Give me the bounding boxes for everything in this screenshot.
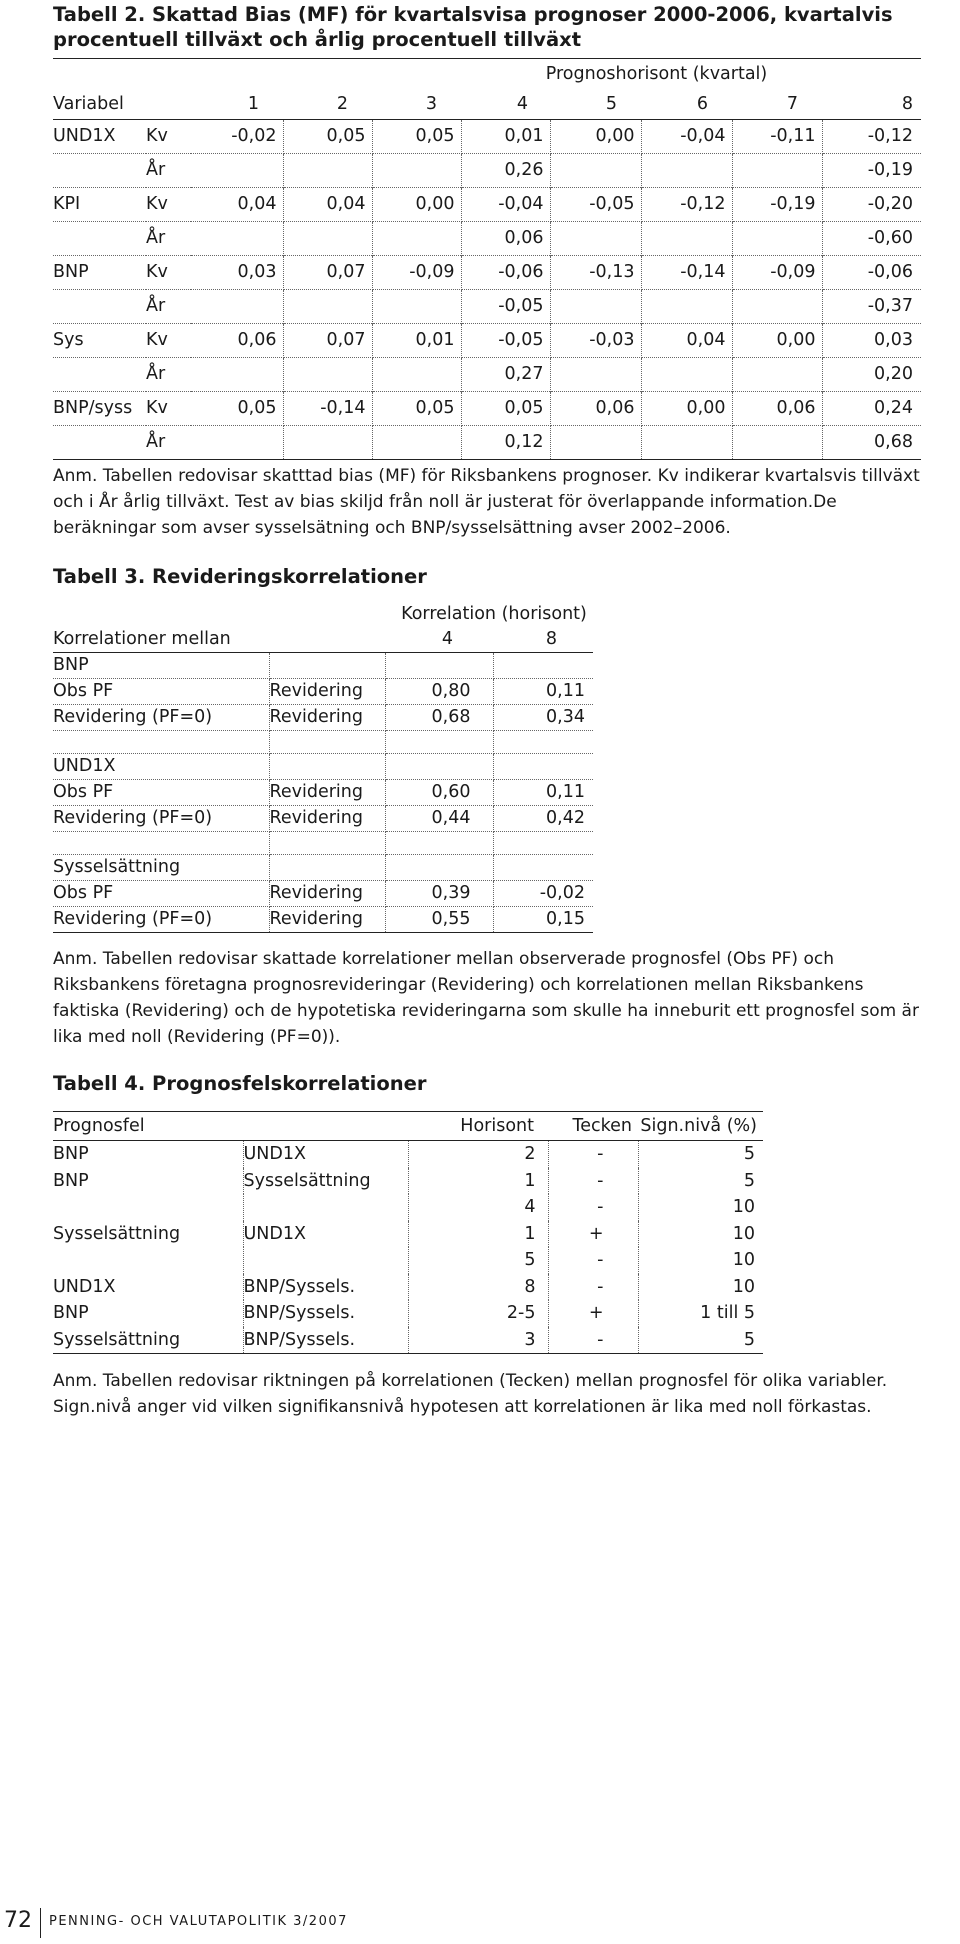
row-ar-label: År (146, 426, 191, 460)
row-ar-label: År (146, 296, 166, 316)
cell: Obs PF (53, 679, 269, 705)
cell: Revidering (PF=0) (53, 705, 269, 731)
cell: -0,09 (732, 256, 822, 290)
cell: 0,44 (385, 806, 493, 832)
table-row (53, 679, 593, 705)
cell: -0,20 (822, 188, 921, 222)
row-kv-label: Kv (146, 120, 191, 154)
cell: BNP/Syssels. (243, 1274, 408, 1301)
row-ar-label: År (146, 228, 166, 248)
cell: 0,12 (461, 426, 550, 460)
cell: 0,11 (493, 679, 593, 705)
table-row (53, 1168, 763, 1195)
cell: -0,14 (283, 392, 372, 426)
cell: 1 (408, 1221, 548, 1248)
table4 (53, 1111, 763, 1354)
table-row (53, 392, 921, 426)
cell: 0,60 (385, 780, 493, 806)
cell: 3 (408, 1327, 548, 1354)
table2-horizon-7: 7 (732, 89, 822, 120)
cell: -0,05 (550, 188, 641, 222)
cell: BNP/Syssels. (243, 1327, 408, 1354)
cell: 0,24 (822, 392, 921, 426)
table4-note: Anm. Tabellen redovisar riktningen på korrelationen (Tecken) mellan prognosfel för olika variabler. Sign.nivå anger vid vilken signifikansnivå hypotesen att korrelationen är lika med noll förkastas. (53, 1371, 888, 1417)
cell: 0,01 (372, 324, 461, 358)
table-row (53, 806, 593, 832)
cell: UND1X (53, 1274, 243, 1301)
cell: BNP (53, 1168, 243, 1195)
cell: BNP/Syssels. (243, 1300, 408, 1327)
cell: -0,12 (822, 120, 921, 154)
cell: 0,68 (822, 426, 921, 460)
cell: 0,03 (822, 324, 921, 358)
cell: Obs PF (53, 881, 269, 907)
cell: 0,04 (641, 324, 732, 358)
cell: 0,00 (550, 120, 641, 154)
cell: 0,15 (493, 907, 593, 933)
footer-divider (40, 1908, 41, 1938)
table4-header-horisont: Horisont (408, 1112, 548, 1141)
cell: 0,68 (385, 705, 493, 731)
cell: UND1X (243, 1141, 408, 1168)
cell: 0,01 (461, 120, 550, 154)
table3-left-header: Korrelationer mellan (53, 627, 269, 653)
cell: Revidering (269, 705, 385, 731)
cell (53, 1247, 243, 1274)
cell: 0,04 (191, 188, 283, 222)
table-row (53, 222, 921, 256)
cell: - (548, 1141, 638, 1168)
table3-caption (53, 564, 933, 589)
cell: -0,60 (867, 228, 913, 248)
cell: 0,06 (550, 392, 641, 426)
cell: 0,05 (191, 392, 283, 426)
group-label: UND1X (53, 754, 269, 780)
cell: 0,05 (372, 120, 461, 154)
cell: -0,37 (867, 296, 913, 316)
cell: 0,06 (461, 222, 550, 256)
cell: - (548, 1247, 638, 1274)
cell: UND1X (243, 1221, 408, 1248)
table-row (53, 1141, 763, 1168)
cell: 0,07 (283, 324, 372, 358)
row-kv-label: Kv (146, 392, 191, 426)
cell: 0,06 (191, 324, 283, 358)
cell: 0,26 (461, 154, 550, 188)
cell: 0,05 (461, 392, 550, 426)
cell: -0,02 (191, 120, 283, 154)
cell: 5 (743, 1144, 755, 1164)
table3-title: Revideringskorrelationer (145, 565, 427, 588)
cell: 0,06 (732, 392, 822, 426)
cell: 0,11 (493, 780, 593, 806)
cell: -0,03 (550, 324, 641, 358)
cell: 4 (408, 1194, 548, 1221)
cell: 0,55 (385, 907, 493, 933)
table-row (53, 1221, 763, 1248)
cell: Revidering (PF=0) (53, 907, 269, 933)
table-row (53, 1194, 763, 1221)
table3-label: Tabell 3. (53, 565, 146, 588)
page-number: 72 (4, 1908, 32, 1933)
cell: 0,00 (732, 324, 822, 358)
group-label: BNP (53, 653, 269, 679)
publication-name: PENNING- OCH VALUTAPOLITIK 3/2007 (49, 1914, 348, 1929)
table-row (53, 426, 921, 460)
table4-header-tecken: Tecken (548, 1112, 638, 1141)
cell: 0,42 (493, 806, 593, 832)
row-variable: UND1X (53, 120, 146, 154)
table2-label: Tabell 2. (53, 3, 146, 26)
cell: 10 (732, 1223, 755, 1244)
cell: Sysselsättning (53, 1221, 243, 1248)
table-row (53, 780, 593, 806)
cell: Sysselsättning (243, 1168, 408, 1195)
cell: Revidering (269, 907, 385, 933)
table-row (53, 290, 921, 324)
table3 (53, 602, 593, 933)
table2-horizon-2: 2 (283, 89, 372, 120)
row-kv-label: Kv (146, 256, 191, 290)
cell: 0,00 (372, 188, 461, 222)
cell: 5 (743, 1170, 755, 1191)
cell (53, 1194, 243, 1221)
row-kv-label: Kv (146, 324, 191, 358)
row-kv-label: Kv (146, 188, 191, 222)
cell: - (548, 1168, 638, 1195)
cell: 0,00 (641, 392, 732, 426)
cell: -0,05 (461, 290, 550, 324)
table2-horizon-8: 8 (822, 89, 921, 120)
cell: 0,05 (283, 120, 372, 154)
row-variable: Sys (53, 324, 146, 358)
cell: Revidering (269, 881, 385, 907)
cell: 0,39 (385, 881, 493, 907)
table4-title: Prognosfelskorrelationer (145, 1072, 427, 1095)
cell: 0,03 (191, 256, 283, 290)
cell: 0,20 (874, 364, 913, 384)
table2-horizon-6: 6 (641, 89, 732, 120)
cell: -0,06 (822, 256, 921, 290)
table-row (53, 1274, 763, 1301)
row-variable: BNP/syss (53, 392, 146, 426)
table-row (53, 324, 921, 358)
table2-horizon-header: Prognoshorisont (kvartal) (461, 59, 822, 90)
table2-title: Skattad Bias (MF) för kvartalsvisa prognoser 2000-2006, kvartalvis procentuell tillväxt och årlig procentuell tillväxt (53, 3, 893, 51)
cell: -0,19 (867, 160, 913, 180)
cell: 10 (732, 1276, 755, 1297)
cell: 0,07 (283, 256, 372, 290)
cell (243, 1194, 408, 1221)
cell: + (548, 1300, 638, 1327)
cell: 2-5 (408, 1300, 548, 1327)
cell: 8 (408, 1274, 548, 1301)
cell: 10 (732, 1197, 755, 1217)
table-row (53, 881, 593, 907)
table2-horizon-1: 1 (191, 89, 283, 120)
cell: -0,09 (372, 256, 461, 290)
table-row (53, 705, 593, 731)
table2-var-header: Variabel (53, 89, 146, 120)
cell: -0,05 (461, 324, 550, 358)
row-variable: BNP (53, 256, 146, 290)
group-label: Sysselsättning (53, 855, 269, 881)
table-row (53, 256, 921, 290)
cell: 0,05 (372, 392, 461, 426)
cell: - (548, 1194, 638, 1221)
cell: 1 (408, 1168, 548, 1195)
cell (243, 1247, 408, 1274)
table4-header-sign: Sign.nivå (%) (638, 1112, 763, 1141)
cell: -0,19 (732, 188, 822, 222)
cell: -0,13 (550, 256, 641, 290)
table2 (53, 58, 921, 460)
cell: 0,04 (283, 188, 372, 222)
cell: -0,14 (641, 256, 732, 290)
table4-header-prognosfel: Prognosfel (53, 1112, 243, 1141)
cell: 0,27 (461, 358, 550, 392)
table3-note: Anm. Tabellen redovisar skattade korrelationer mellan observerade prognosfel (Obs PF) och Riksbankens företagna prognosrevideringar (Revidering) och korrelationen mellan Riksbankens faktiska (Revidering) och de hypotetiska revideringarna som skulle ha inneburit ett prognosfel som är lika med noll (Revidering (PF=0)). (53, 949, 919, 1047)
table3-h4: 4 (385, 627, 493, 653)
row-ar-label: År (146, 160, 166, 180)
cell: -0,12 (641, 188, 732, 222)
cell: -0,02 (493, 881, 593, 907)
cell: Revidering (269, 780, 385, 806)
table-row (53, 358, 921, 392)
table4-label: Tabell 4. (53, 1072, 146, 1095)
table3-h8: 8 (493, 627, 593, 653)
cell: -0,06 (461, 256, 550, 290)
table-row (53, 1247, 763, 1274)
cell: -0,04 (461, 188, 550, 222)
cell: - (548, 1327, 638, 1354)
cell: -0,04 (641, 120, 732, 154)
cell: + (548, 1221, 638, 1248)
cell: Revidering (PF=0) (53, 806, 269, 832)
table2-horizon-5: 5 (550, 89, 641, 120)
cell: 10 (732, 1250, 755, 1270)
table2-caption (53, 2, 933, 52)
table2-horizon-4: 4 (461, 89, 550, 120)
cell: Revidering (269, 679, 385, 705)
cell: 5 (408, 1247, 548, 1274)
table3-corr-header: Korrelation (horisont) (401, 604, 587, 624)
table-row (53, 188, 921, 222)
cell: -0,11 (732, 120, 822, 154)
row-variable: KPI (53, 188, 146, 222)
row-ar-label: År (146, 364, 166, 384)
table2-horizon-3: 3 (372, 89, 461, 120)
cell: Sysselsättning (53, 1327, 243, 1354)
table-row (53, 1327, 763, 1354)
table4-caption (53, 1071, 933, 1096)
table-row (53, 120, 921, 154)
table-row (53, 1300, 763, 1327)
cell: BNP (53, 1300, 243, 1327)
table4-header-blank (243, 1112, 408, 1141)
table2-note: Anm. Tabellen redovisar skatttad bias (MF) för Riksbankens prognoser. Kv indikerar kvartalsvis tillväxt och i År årlig tillväxt. Test av bias skiljd från noll är justerat för överlappande information.De beräkningar som avser sysselsätning och BNP/sysselsättning avser 2002–2006. (53, 466, 920, 538)
table-row (53, 154, 921, 188)
table-row (53, 907, 593, 933)
cell: Revidering (269, 806, 385, 832)
cell: - (548, 1274, 638, 1301)
cell: 2 (408, 1141, 548, 1168)
cell: 1 till 5 (700, 1303, 755, 1323)
cell: 0,80 (385, 679, 493, 705)
cell: 0,34 (493, 705, 593, 731)
cell: Obs PF (53, 780, 269, 806)
cell: 5 (638, 1327, 763, 1354)
cell: BNP (53, 1141, 243, 1168)
